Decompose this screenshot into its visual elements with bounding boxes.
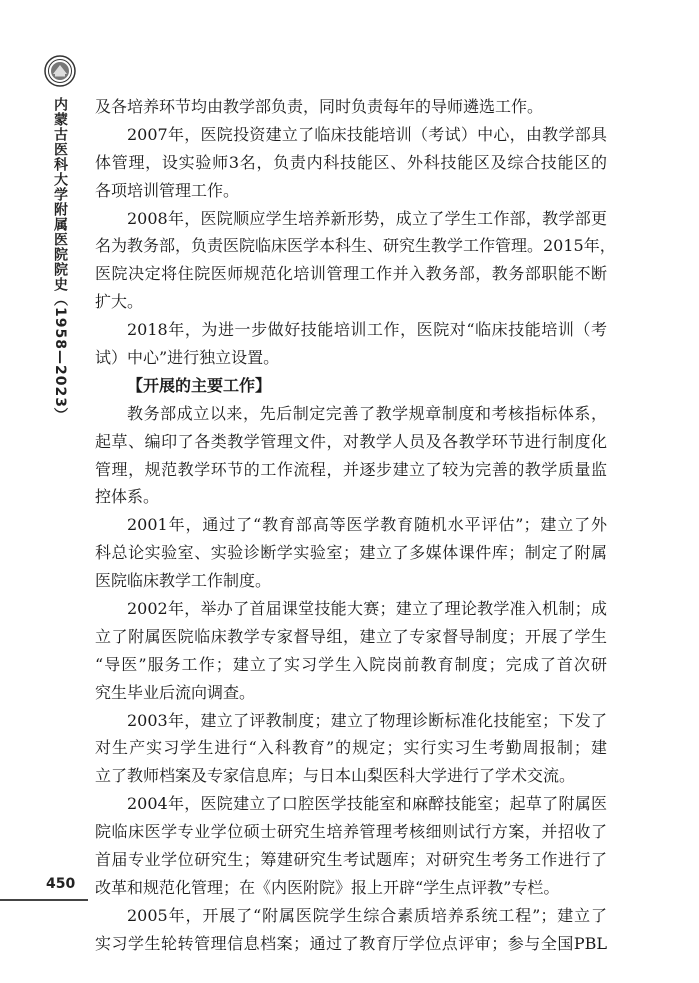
text-line: 及各培养环节均由教学部负责，同时负责每年的导师遴选工作。 <box>95 97 544 116</box>
text-line: 控体系。 <box>95 487 160 507</box>
page-body <box>95 93 616 958</box>
text-line: “导医”服务工作；建立了实习学生入院岗前教育制度；完成了首次研 <box>95 654 607 674</box>
text-line: 2005年，开展了“附属医院学生综合素质培养系统工程”；建立了 <box>127 905 607 925</box>
text-line: 体管理，设实验师3名，负责内科技能区、外科技能区及综合技能区的 <box>95 152 607 172</box>
text-line: 医院临床教学工作制度。 <box>95 571 272 591</box>
text-line: 管理，规范教学环节的工作流程，并逐步建立了较为完善的教学质量监 <box>95 459 607 479</box>
text-line: 2018年，为进一步做好技能培训工作，医院对“临床技能培训（考 <box>127 320 607 340</box>
text-line: 2001年，通过了“教育部高等医学教育随机水平评估”；建立了外 <box>127 515 607 535</box>
text-line: 扩大。 <box>95 292 144 312</box>
university-emblem-icon <box>44 55 76 87</box>
text-line: 2002年，举办了首届课堂技能大赛；建立了理论教学准入机制；成 <box>127 599 607 619</box>
text-line: 首届专业学位研究生；筹建研究生考试题库；对研究生考务工作进行了 <box>95 850 607 870</box>
text-line: 2003年，建立了评教制度；建立了物理诊断标准化技能室；下发了 <box>127 710 607 730</box>
text-line: 2007年，医院投资建立了临床技能培训（考试）中心，由教学部具 <box>127 124 607 144</box>
page-number: 450 <box>46 876 76 892</box>
section-heading: 【开展的主要工作】 <box>127 375 272 395</box>
text-line: 2008年，医院顺应学生培养新形势，成立了学生工作部，教学部更 <box>127 208 607 228</box>
text-line: 实习学生轮转管理信息档案；通过了教育厅学位点评审；参与全国PBL <box>95 933 607 953</box>
page-number-rule <box>0 899 88 901</box>
text-line: 2004年，医院建立了口腔医学技能室和麻醉技能室；起草了附属医 <box>127 794 607 814</box>
text-line: 院临床医学专业学位硕士研究生培养管理考核细则试行方案，并招收了 <box>95 822 607 842</box>
text-line: 对生产实习学生进行“入科教育”的规定；实行实习生考勤周报制；建 <box>95 738 607 758</box>
text-line: 试）中心”进行独立设置。 <box>95 348 280 368</box>
text-line: 立了教师档案及专家信息库；与日本山梨医科大学进行了学术交流。 <box>95 766 576 786</box>
text-line: 教务部成立以来，先后制定完善了教学规章制度和考核指标体系， <box>127 403 607 423</box>
text-line: 名为教务部，负责医院临床医学本科生、研究生教学工作管理。2015年， <box>95 236 616 256</box>
text-line: 改革和规范化管理；在《内医附院》报上开辟“学生点评教”专栏。 <box>95 877 560 897</box>
text-line: 究生毕业后流向调查。 <box>95 682 256 702</box>
book-title: 内蒙古医科大学附属医院院史（1958—2023） <box>52 97 68 423</box>
text-line: 各项培训管理工作。 <box>95 180 240 200</box>
text-line: 起草、编印了各类教学管理文件，对教学人员及各教学环节进行制度化 <box>95 431 607 451</box>
text-line: 立了附属医院临床教学专家督导组，建立了专家督导制度；开展了学生 <box>95 626 607 646</box>
text-line: 医院决定将住院医师规范化培训管理工作并入教务部，教务部职能不断 <box>95 264 607 284</box>
text-line: 科总论实验室、实验诊断学实验室；建立了多媒体课件库；制定了附属 <box>95 543 607 563</box>
